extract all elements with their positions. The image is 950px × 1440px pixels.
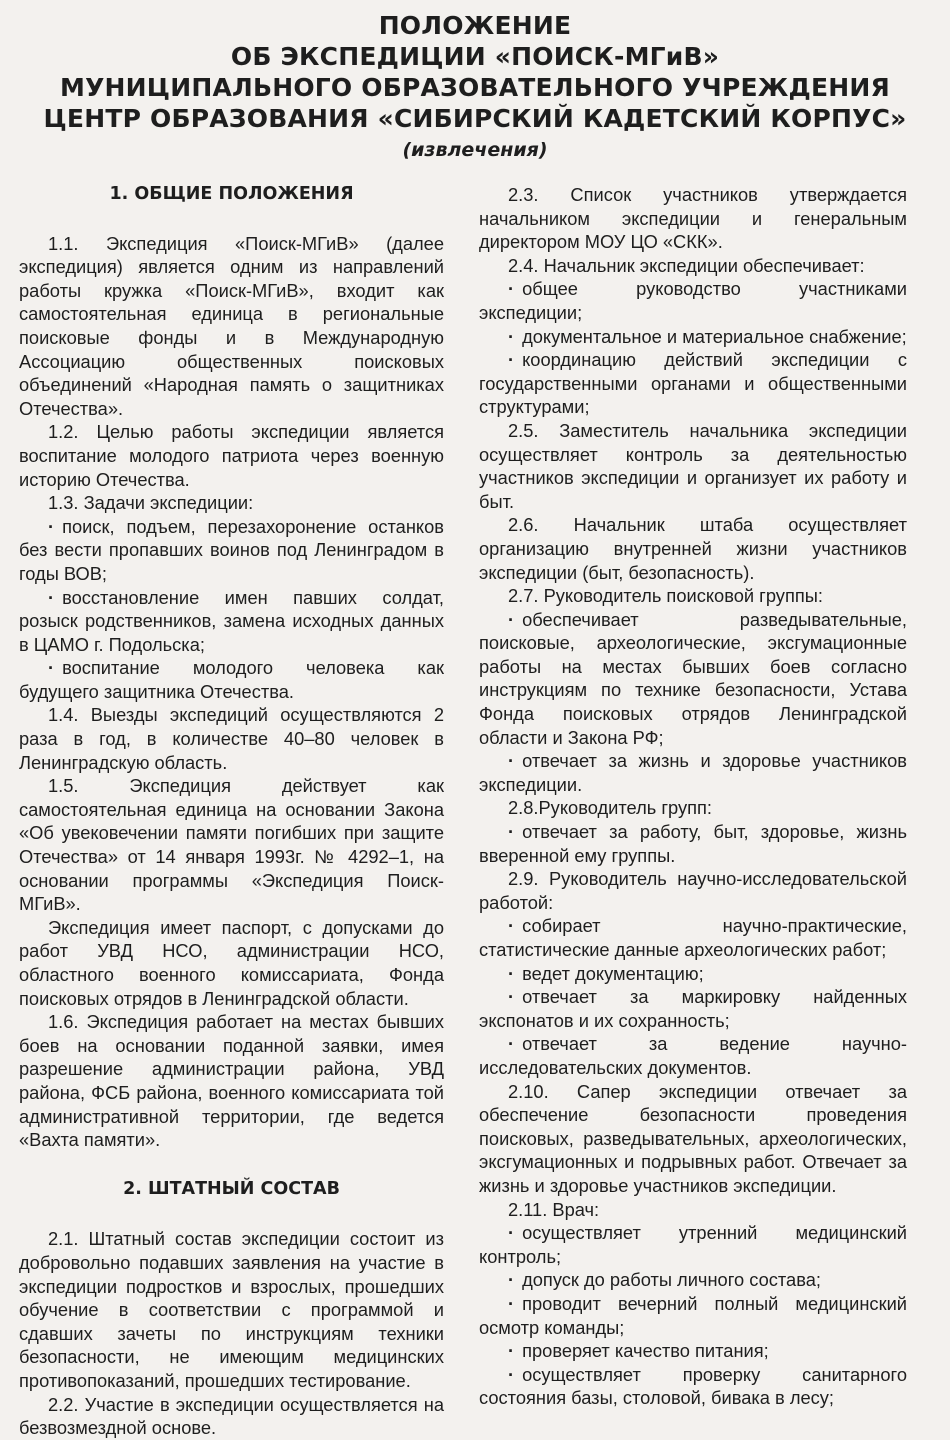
paragraph-1-2: 1.2. Целью работы экспедиции является воспитание молодого патриота через военную историю Отечества. (19, 421, 444, 490)
bullet-item: · ведет документацию; (479, 962, 907, 986)
title-line-2: ОБ ЭКСПЕДИЦИИ «ПОИСК-МГиВ» (230, 42, 720, 71)
paragraph-2-7: 2.7. Руководитель поисковой группы: (508, 585, 823, 607)
bullet-item: · воспитание молодого человека как будущего защитника Отечества. (19, 656, 444, 703)
paragraph-2-9: 2.9. Руководитель научно-исследовательской работой: (479, 868, 907, 913)
bullet-item: · отвечает за маркировку найденных экспонатов и их сохранность; (479, 985, 907, 1032)
right-column (479, 183, 907, 1410)
paragraph-1-5: 1.5. Экспедиция действует как самостоятельная единица на основании Закона «Об увековечении памяти погибших при защите Отечества» от 14 января 1993г. № 4292–1, на основании программы «Экспедиция Поиск-МГиВ». (19, 775, 444, 915)
bullet-item: · документальное и материальное снабжение; (479, 325, 907, 349)
bullet-item: · допуск до работы личного состава; (479, 1268, 907, 1292)
bullet-item: · отвечает за жизнь и здоровье участников экспедиции. (479, 749, 907, 796)
bullet-item: · координацию действий экспедиции с государственными органами и общественными структурами; (479, 348, 907, 419)
paragraph-2-8: 2.8.Руководитель групп: (508, 797, 712, 819)
bullet-item: · обеспечивает разведывательные, поисковые, археологические, эксгумационные работы на местах бывших боев согласно инструкциям по технике безопасности, Устава Фонда поисковых отрядов Ленинградской области и Закона РФ; (479, 608, 907, 750)
title-line-1: ПОЛОЖЕНИЕ (378, 11, 572, 40)
left-column (19, 183, 444, 1440)
paragraph-2-1: 2.1. Штатный состав экспедиции состоит из добровольно подавших заявления на участие в экспедиции подростков и взрослых, прошедших обучение в соответствии с программой и сдавших зачеты по инструкциям техники безопасности, не имеющим медицинских противопоказаний, прошедших тестирование. (19, 1228, 444, 1391)
bullet-item: · поиск, подъем, перезахоронение останков без вести пропавших воинов под Ленинградом в годы ВОВ; (19, 515, 444, 586)
bullet-item: · собирает научно-практические, статистические данные археологических работ; (479, 914, 907, 961)
document-title (0, 10, 950, 163)
title-line-3: МУНИЦИПАЛЬНОГО ОБРАЗОВАТЕЛЬНОГО УЧРЕЖДЕНИЯ (60, 73, 890, 102)
bullet-item: · проверяет качество питания; (479, 1339, 907, 1363)
bullet-item: · отвечает за работу, быт, здоровье, жизнь вверенной ему группы. (479, 820, 907, 867)
paragraph-2-5: 2.5. Заместитель начальника экспедиции осуществляет контроль за деятельностью участников экспедиции и организует их работу и быт. (479, 419, 907, 512)
paragraph-2-11: 2.11. Врач: (508, 1198, 600, 1220)
paragraph-1-5-passport: Экспедиция имеет паспорт, с допусками до работ УВД НСО, администрации НСО, областного военного комиссариата, Фонда поисковых отрядов в Ленинградской области. (19, 916, 444, 1009)
section-heading-general: 1. ОБЩИЕ ПОЛОЖЕНИЯ (109, 184, 354, 204)
paragraph-2-3: 2.3. Список участников утверждается начальником экспедиции и генеральным директором МОУ ЦО «СКК». (479, 184, 907, 253)
document-subtitle: (извлечения) (402, 139, 548, 161)
paragraph-1-6: 1.6. Экспедиция работает на местах бывших боев на основании поданной заявки, имея разрешение администрации района, УВД района, ФСБ района, военного комиссариата той административной территории, где ведется «Вахта памяти». (19, 1011, 444, 1151)
bullet-item: · проводит вечерний полный медицинский осмотр команды; (479, 1292, 907, 1339)
paragraph-1-3: 1.3. Задачи экспедиции: (48, 492, 254, 514)
paragraph-1-4: 1.4. Выезды экспедиций осуществляются 2 раза в год, в количестве 40–80 человек в Ленинградскую область. (19, 704, 444, 773)
title-line-4: ЦЕНТР ОБРАЗОВАНИЯ «СИБИРСКИЙ КАДЕТСКИЙ КОРПУС» (43, 104, 907, 133)
bullet-item: · восстановление имен павших солдат, розыск родственников, замена исходных данных в ЦАМО г. Подольска; (19, 586, 444, 657)
bullet-item: · осуществляет утренний медицинский контроль; (479, 1221, 907, 1268)
paragraph-2-10: 2.10. Сапер экспедиции отвечает за обеспечение безопасности проведения поисковых, разведывательных, археологических, эксгумационных и подрывных работ. Отвечает за жизнь и здоровье участников экспедиции. (479, 1080, 907, 1196)
paragraph-2-6: 2.6. Начальник штаба осуществляет организацию внутренней жизни участников экспедиции (быт, безопасность). (479, 514, 907, 583)
bullet-item: · осуществляет проверку санитарного состояния базы, столовой, бивака в лесу; (479, 1363, 907, 1410)
paragraph-2-4: 2.4. Начальник экспедиции обеспечивает: (508, 254, 865, 276)
bullet-item: · отвечает за ведение научно-исследовательских документов. (479, 1032, 907, 1079)
bullet-item: · общее руководство участниками экспедиции; (479, 277, 907, 324)
section-heading-staff: 2. ШТАТНЫЙ СОСТАВ (123, 1178, 340, 1199)
paragraph-2-2: 2.2. Участие в экспедиции осуществляется на безвозмездной основе. (19, 1393, 444, 1439)
paragraph-1-1: 1.1. Экспедиция «Поиск-МГиВ» (далее экспедиция) является одним из направлений работы кружка «Поиск-МГиВ», входит как самостоятельная единица в региональные поисковые фонды и в Международную Ассоциацию общественных поисковых объединений «Народная память о защитниках Отечества». (19, 232, 444, 419)
